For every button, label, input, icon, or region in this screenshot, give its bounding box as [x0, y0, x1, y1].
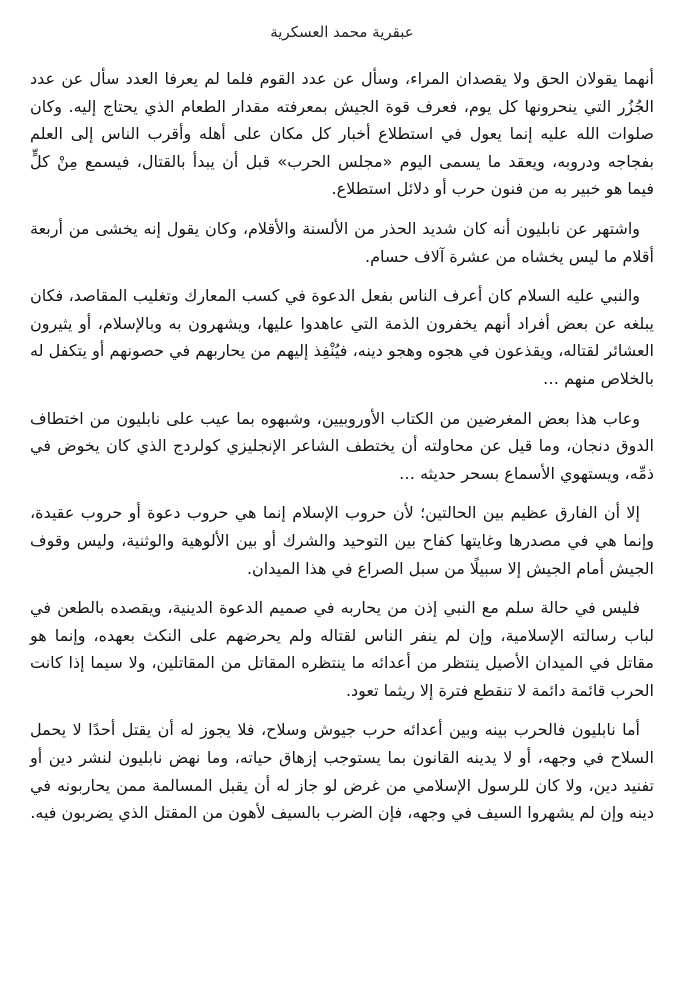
paragraph: أنهما يقولان الحق ولا يقصدان المراء، وسأل عن عدد القوم فلما لم يعرفا العدد سأل عن عدد الجُزُر التي ينحرونها كل يوم، فعرف قوة الجيش بمعرفته مقدار الطعام الذي يحتاج إليه. وكان صلوات الله عليه إنما يعول في استطلاع أخبار كل مكان على أهله وأقرب الناس إلى العلم بفجاجه ودروبه، ويعقد ما يسمى اليوم «مجلس الحرب» قبل أن يبدأ بالقتال، فيسمع مِنْ كلٍّ فيما هو خبير به من فنون حرب أو دلائل استطلاع. [30, 69, 654, 199]
body-text [30, 65, 654, 827]
running-header: عبقرية محمد العسكرية [270, 23, 414, 41]
paragraph: والنبي عليه السلام كان أعرف الناس بفعل الدعوة في كسب المعارك وتغليب المقاصد، فكان يبلغه عن بعض أفراد أنهم يخفرون الذمة التي عاهدوا عليها، ويشهرون به وبالإسلام، أو يثيرون العشائر لقتاله، ويقذعون في هجوه وهجو دينه، فيُنْفِذ إليهم من يحاربهم في حصونهم أو يتكفل له بالخلاص منهم … [30, 286, 654, 388]
paragraph: واشتهر عن نابليون أنه كان شديد الحذر من الألسنة والأقلام، وكان يقول إنه يخشى من أربعة أقلام ما ليس يخشاه من عشرة آلاف حسام. [30, 218, 654, 266]
paragraph: إلا أن الفارق عظيم بين الحالتين؛ لأن حروب الإسلام إنما هي حروب دعوة أو حروب عقيدة، وإنما هي في مصدرها وغايتها كفاح بين التوحيد والشرك أو بين الألوهية والوثنية، وليس وقوف الجيش أمام الجيش إلا سبيلًا من سبل الصراع في هذا الميدان. [30, 503, 654, 578]
paragraph: فليس في حالة سلم مع النبي إذن من يحاربه في صميم الدعوة الدينية، ويقصده بالطعن في لباب رسالته الإسلامية، وإن لم ينفر الناس لقتاله ولم يحرضهم على النكث بعهده، وإنما هو مقاتل في الميدان الأصيل ينتظر من أعدائه ما ينتظره المقاتل من المقاتلين، ولا سيما إذا كانت الحرب قائمة دائمة لا تنقطع فترة إلا ريثما تعود. [30, 598, 654, 700]
paragraph: وعاب هذا بعض المغرضين من الكتاب الأوروبيين، وشبهوه بما عيب على نابليون من اختطاف الدوق دنجان، وما قيل عن محاولته أن يختطف الشاعر الإنجليزي كولردج الذي كان يخوض في ذمِّه، ويستهوي الأسماع بسحر حديثه … [30, 408, 654, 483]
paragraph: أما نابليون فالحرب بينه وبين أعدائه حرب جيوش وسلاح، فلا يجوز له أن يقتل أحدًا لا يحمل السلاح في وجهه، أو لا يدينه القانون بما يستوجب إزهاق حياته، وما نهض نابليون لنشر دين أو تفنيد دين، ولا كان للرسول الإسلامي من غرض لو جاز له أن يقبل المسالمة ممن يحاربونه في دينه وإن لم يشهروا السيف في وجهه، فإن الضرب بالسيف لأهون من المقتل الذي يضربون فيه. [30, 720, 654, 823]
